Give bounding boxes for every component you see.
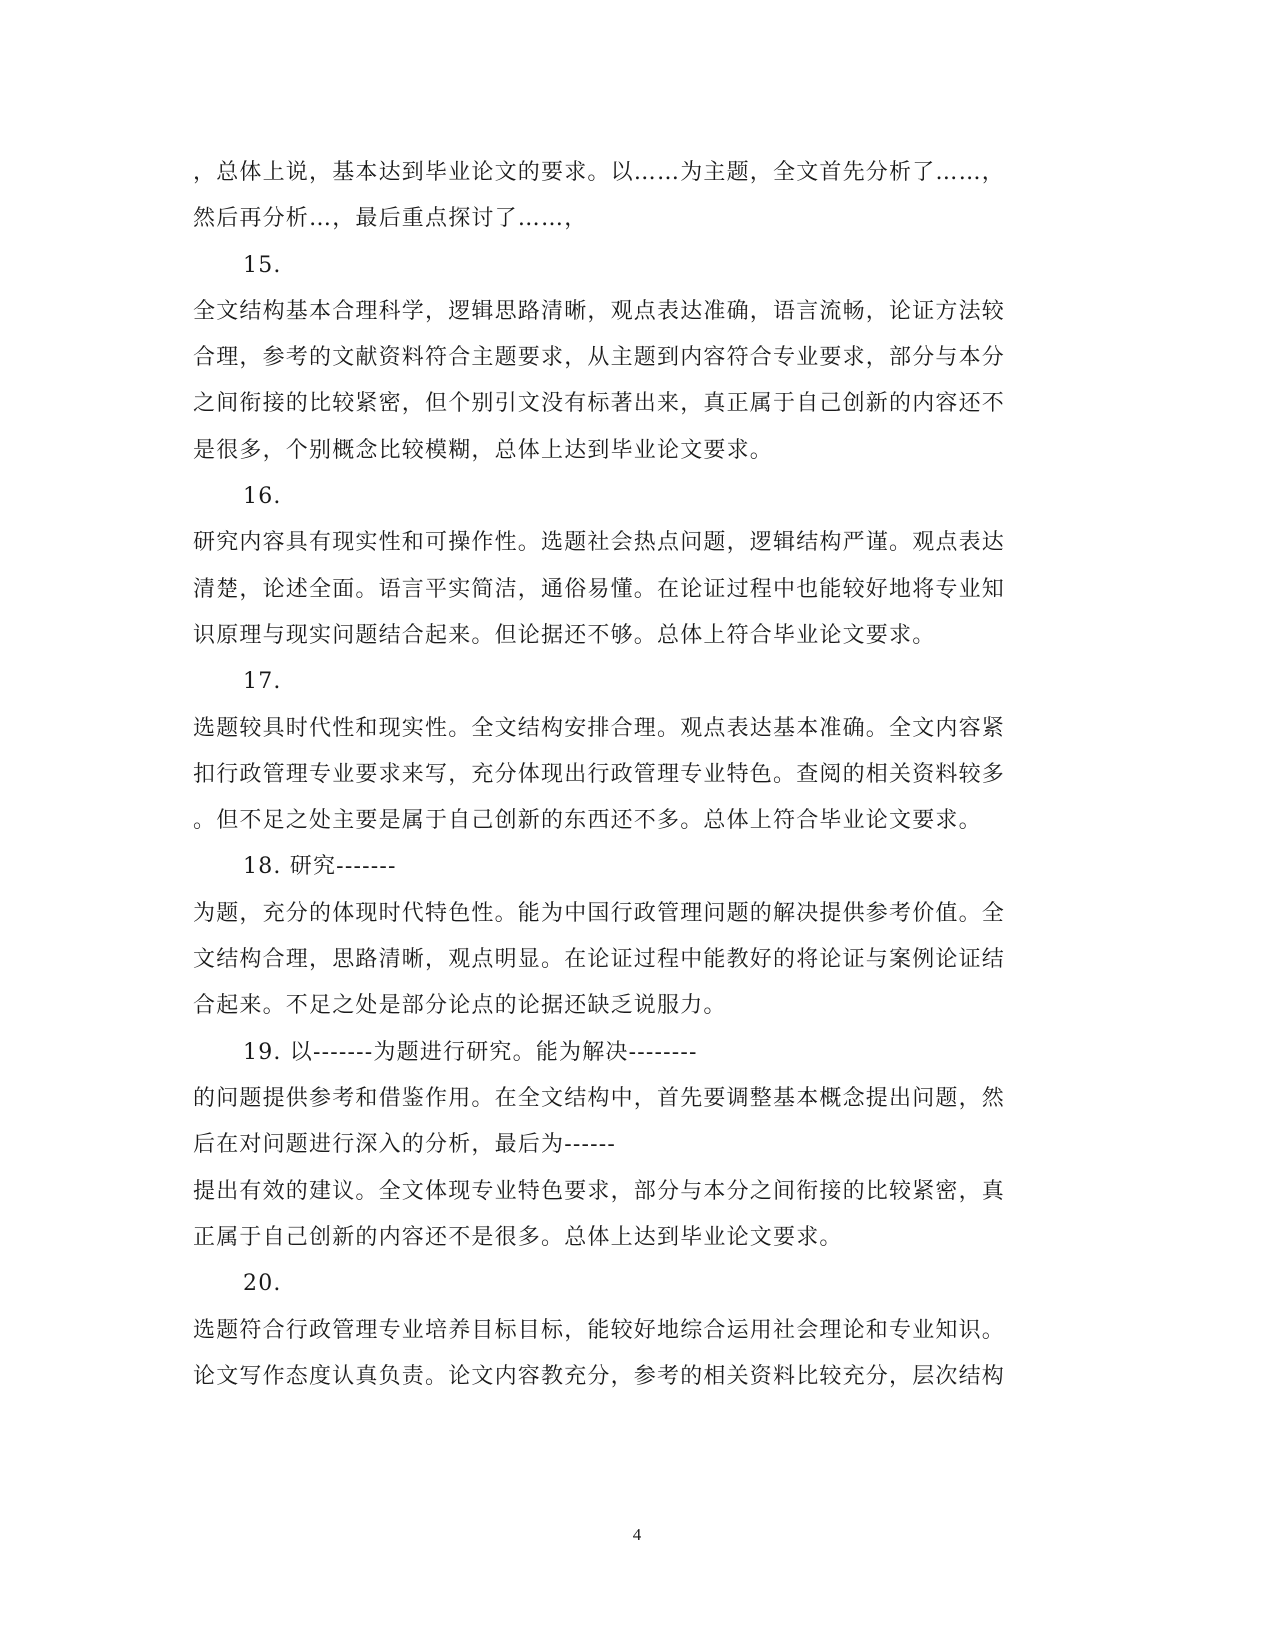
text-line: 之间衔接的比较紧密，但个别引文没有标著出来，真正属于自己创新的内容还不 [193,391,1006,416]
text-line: 研究内容具有现实性和可操作性。选题社会热点问题，逻辑结构严谨。观点表达 [193,530,1006,555]
text-line: 选题较具时代性和现实性。全文结构安排合理。观点表达基本准确。全文内容紧 [193,716,1006,741]
item-number: 15. [243,253,282,278]
text-line: 的问题提供参考和借鉴作用。在全文结构中，首先要调整基本概念提出问题，然 [193,1086,1006,1111]
text-line: 提出有效的建议。全文体现专业特色要求，部分与本分之间衔接的比较紧密，真 [193,1179,1006,1204]
item-heading: 19. 以-------为题进行研究。能为解决-------- [243,1040,698,1065]
text-line: 文结构合理，思路清晰，观点明显。在论证过程中能教好的将论证与案例论证结 [193,947,1006,972]
text-line: 清楚，论述全面。语言平实简洁，通俗易懂。在论证过程中也能较好地将专业知 [193,577,1006,602]
text-line: 识原理与现实问题结合起来。但论据还不够。总体上符合毕业论文要求。 [193,623,936,648]
text-line: 选题符合行政管理专业培养目标目标，能较好地综合运用社会理论和专业知识。 [193,1318,1006,1343]
text-line: 论文写作态度认真负责。论文内容教充分，参考的相关资料比较充分，层次结构 [193,1364,1006,1389]
text-line: 正属于自己创新的内容还不是很多。总体上达到毕业论文要求。 [193,1225,843,1250]
item-number: 16. [243,484,282,509]
text-line: 。但不足之处主要是属于自己创新的东西还不多。总体上符合毕业论文要求。 [193,808,982,833]
item-number: 20. [243,1271,282,1296]
text-line: 合理，参考的文献资料符合主题要求，从主题到内容符合专业要求，部分与本分 [193,345,1006,370]
item-number: 17. [243,669,282,694]
text-line: 为题，充分的体现时代特色性。能为中国行政管理问题的解决提供参考价值。全 [193,901,1006,926]
text-line: 扣行政管理专业要求来写，充分体现出行政管理专业特色。查阅的相关资料较多 [193,762,1006,787]
text-line: 后在对问题进行深入的分析，最后为------ [193,1132,617,1157]
page-number: 4 [632,1525,642,1544]
item-heading: 18. 研究------- [243,854,397,879]
text-line: 合起来。不足之处是部分论点的论据还缺乏说服力。 [193,993,727,1018]
text-line: 是很多，个别概念比较模糊，总体上达到毕业论文要求。 [193,438,774,463]
text-line: 然后再分析…，最后重点探讨了……， [193,206,588,231]
text-line: 全文结构基本合理科学，逻辑思路清晰，观点表达准确，语言流畅，论证方法较 [193,299,1006,324]
text-line: ，总体上说，基本达到毕业论文的要求。以……为主题，全文首先分析了……， [193,160,1006,185]
